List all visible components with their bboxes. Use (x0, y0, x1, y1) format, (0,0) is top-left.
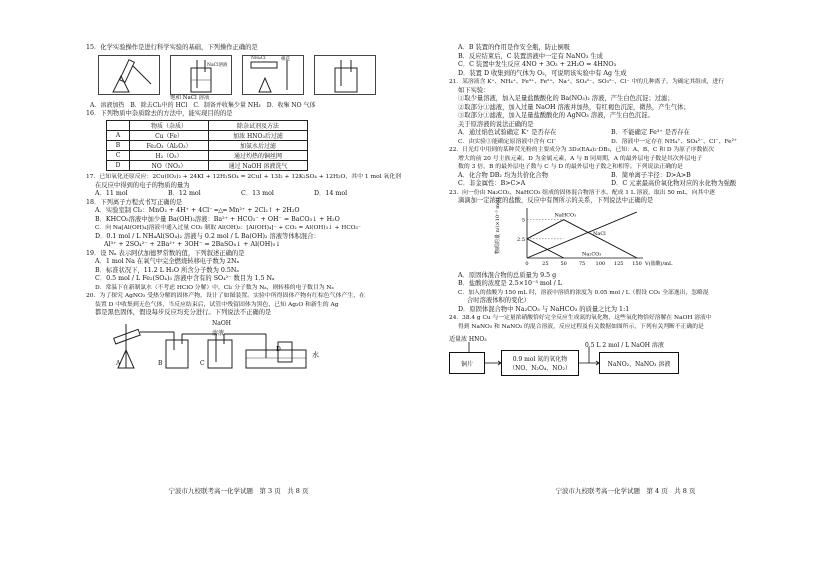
q18-option-d-eq: Al³⁺ + 2SO₄²⁻ + 2Ba²⁺ + 3OH⁻ = 2BaSO₄↓ + Al(OH)₃↓ (104, 241, 281, 248)
y-tick-label: 5 (521, 217, 525, 224)
q18-option-c: C．向 Na[Al(OH)₄]溶液中通入过量 CO₂ 制取 Al(OH)₃：[Al(OH)₄]⁻ + CO₂ = Al(OH)₃↓ + HCO₃⁻ (95, 225, 361, 231)
q20-option-b: B．反应结束后，C 装置溶液中一定有 NaNO₃ 生成 (458, 52, 603, 60)
q20-label-c: C (200, 359, 205, 367)
q23-option-b: B．盐酸的浓度是 2.5×10⁻³ mol / L (458, 280, 562, 287)
q23-option-c-cont: 合时溶液体积的变化） (467, 297, 530, 304)
x-tick-label: 75 (578, 260, 586, 267)
q15-stem: 15．化学实验操作是进行科学实验的基础，下列操作正确的是 (86, 44, 258, 51)
q20-option-d: D．装置 D 收集到的气体为 O₂，可说明该实验中有 Ag 生成 (458, 69, 627, 77)
option-d: D．14 mol (314, 190, 348, 197)
q24-stem: 24．38.4 g Cu 与一定量浓硝酸恰好完全反应生成氮的氧化物，这些氧化物恰好溶解在 NaOH 溶液中 (449, 315, 712, 321)
q21-options-row2 (449, 138, 764, 147)
table-cell: 通过灼热的铜丝网 (209, 151, 308, 161)
q21-question: 关于原溶液的说法正确的是 (458, 120, 534, 128)
gas-bottle-icon (315, 56, 375, 94)
table-header (107, 121, 130, 131)
option-a: A．化合物 DB₂ 均为共价化合物 (458, 171, 549, 179)
series-label: NaCl (593, 230, 606, 237)
q19-option-a: A．1 mol Na 在氧气中完全燃烧转移电子数为 2Nₐ (95, 258, 239, 265)
left-page (0, 0, 402, 561)
q20-label-naoh: NaOH (212, 319, 231, 327)
x-tick-label: 150 (632, 260, 642, 267)
q24-flowchart (449, 334, 764, 380)
option-c: C．由实验①能确定原溶液中含有 Cl⁻ (458, 138, 557, 145)
page-footer-right: 宁波市九校联考高一化学试题 第 4 页 共 8 页 (555, 487, 696, 495)
x-tick-label: 0 (525, 260, 529, 267)
q17-stem: 17．已知氧化还原反应：2Cu(IO₃)₂ + 24KI + 12H₂SO₄ = 2CuI + 13I₂ + 12K₂SO₄ + 12H₂O，其中 1 mol 氧化剂 (86, 174, 402, 180)
table-cell: 加氨水后过滤 (209, 141, 308, 151)
q15-caption-c: C．制备并收集少量 NH₃ (193, 101, 261, 109)
option-a: A．11 mol (95, 190, 128, 197)
table-cell: D (107, 161, 130, 171)
ammonia-prep-apparatus-icon (243, 56, 303, 94)
q23-option-a: A．原固体混合物的总质量为 9.5 g (458, 271, 557, 279)
option-a: A．通过焰色试验确定 K⁺ 是否存在 (458, 129, 557, 136)
q21-stem: 21．某溶液含 K⁺、NH₄⁺、Fe³⁺、Fe²⁺、Na⁺、SO₄²⁻、SO₃²⁻、Cl⁻ 中的几种离子，为确定其组成，进行 (449, 79, 725, 85)
q22-stem3: 数的 3 倍，B 的最外层电子数与 C 与 D 的最外层电子数之和相等。下列说法正确的是 (458, 164, 683, 170)
q22-stem: 22．日光灯中用到的某种荧光粉的主要成分为 3D₃(EA₄)₂·DB₂，已知：A、B、C 和 D 为原子序数依次 (449, 147, 714, 153)
q19-option-c: C．0.5 mol / L Fe₂(SO₄)₃ 溶液中含有的 SO₄²⁻ 数目为 1.5 Nₐ (95, 275, 275, 282)
q20-label-d: D (276, 345, 281, 353)
q17-options (86, 190, 387, 199)
series-line (527, 238, 564, 257)
table-header: 除杂试剂及方法 (209, 121, 308, 131)
q19-stem: 19．设 Nₐ 表示阿伏加德罗常数的值，下列叙述正确的是 (86, 249, 245, 257)
flow-box-oxides-line1: 0.9 mol 氮的氧化物 (512, 356, 568, 363)
table-row (107, 151, 308, 161)
q20-option-c: C．C 装置中发生反应 4NO + 3O₂ + 2H₂O = 4HNO₃ (458, 61, 617, 68)
x-tick-label: 100 (595, 260, 606, 267)
q22-stem2: 增大的前 20 号主族元素，D 为金属元素，A 与 B 同周期，A 的最外层电子数是其次外层电子 (458, 155, 703, 162)
q20-label-water: 水 (312, 350, 319, 359)
q15b-label: NaCl溶液 (207, 62, 228, 68)
q18-option-d: D．0.1 mol / L NH₄Al(SO₄)₂ 溶液与 0.2 mol / L Ba(OH)₂ 溶液等体积混合： (95, 232, 320, 240)
table-cell: 通过 NaOH 溶液洗气 (209, 161, 308, 171)
q21-step-2: ②取部分①滤液，加入过量 NaOH 溶液并加热，有红褐色沉淀，微热，产生气体； (458, 103, 690, 111)
q15-captions (90, 102, 387, 110)
flow-top-left: 适量浓 HNO₃ (449, 336, 487, 343)
q15-figure-d (314, 55, 376, 95)
q15-caption-b: B．除去Cl₂中的 HCl (130, 101, 188, 109)
q15-figure-c (242, 55, 304, 95)
q22-options-row2 (449, 180, 764, 189)
q20-label-b: B (158, 359, 163, 367)
q16-table (106, 120, 308, 171)
table-cell: Cu（Fe） (130, 131, 209, 141)
flow-arrows (449, 334, 689, 380)
table-row (107, 131, 308, 141)
flow-box-product: NaNO₂、NaNO₃ 溶液 (599, 352, 679, 374)
q20-stem3: 都是黑色固体，假设每步反应均充分进行。下列说法不正确的是 (95, 309, 272, 316)
table-cell: NO（NO₂） (130, 161, 209, 171)
table-cell: C (107, 151, 130, 161)
q20-stem2: 装置 D 中收集到无色气体，当反应结束后，试管中残留固体为黑色，已知 Ag₂O 和新生的 Ag (95, 301, 339, 308)
q22-options-row1 (449, 172, 764, 181)
q23-stem2: 滴滴加一定浓度的盐酸，反应中有图所示的关系，下列说法中正确的是 (458, 197, 654, 204)
q15c-label: NH₄Cl (251, 55, 266, 61)
q23-option-c: C．加入的盐酸为 150 mL 时，溶液中溶质的浓度为 0.05 mol / L（假设 CO₂ 全部逸出，忽略混 (458, 289, 709, 296)
option-d: D．溶液中一定存在 NH₄⁺、SO₄²⁻、Cl⁻、Fe²⁺ (611, 138, 738, 145)
option-b: B．12 mol (168, 190, 201, 197)
flow-box-copper: 铜片 (449, 352, 485, 374)
q17-stem2: 在反应中得到的电子的物质的量为 (95, 181, 190, 189)
q15-caption-d: D．收集 NO 气体 (266, 101, 316, 109)
q15-figures (98, 55, 387, 95)
option-b: B．简单离子半径：D>A>B (611, 171, 691, 179)
right-page (397, 0, 794, 561)
q21-stem2: 如下实验： (458, 86, 490, 94)
y-axis-label: 物质的量 n/(×10⁻³ mol) (495, 196, 501, 254)
tube-heating-icon (99, 56, 159, 94)
q18-stem: 18．下列离子方程式书写正确的是 (86, 198, 183, 206)
x-axis-label: V(盐酸)/mL (645, 260, 673, 267)
table-header-row (107, 121, 308, 131)
table-row (107, 161, 308, 171)
q15-caption-a: A．溶液加热 (90, 101, 125, 109)
q21-step-1: ①取少量溶液，加入足量盐酸酸化的 Ba(NO₃)₂ 溶液，产生白色沉淀；过滤； (458, 95, 674, 102)
x-tick-label: 25 (542, 260, 549, 267)
option-c: C．非金属性：B>C>A (458, 180, 526, 187)
q21-options-row1 (449, 129, 764, 138)
q19-option-b: B．标准状况下，11.2 L H₂O 所含分子数为 0.5Nₐ (95, 266, 239, 274)
option-b: B．不能确定 Fe³⁺ 是否存在 (611, 129, 690, 136)
q20-apparatus (86, 320, 387, 372)
series-label: NaHCO₃ (554, 212, 577, 219)
table-cell: 加浓 HNO₃后过滤 (209, 131, 308, 141)
table-row (107, 141, 308, 151)
q23-option-d: D．原固体混合物中 Na₂CO₃ 与 NaHCO₃ 的质量之比为 1:1 (458, 305, 630, 313)
table-header: 物质（杂质） (130, 121, 209, 131)
q20-stem: 20．为了探究 AgNO₃ 受热分解的固体产物，设计了如图装置。实验中所得固体产物有红棕色气体产生，在 (86, 293, 366, 299)
q20-label-sol: 溶液 (212, 329, 225, 337)
table-cell: A (107, 131, 130, 141)
x-tick-label: 50 (560, 260, 567, 267)
table-cell: B (107, 141, 130, 151)
flow-box-oxides-line2: （NO、N₂O₄、NO₂） (509, 365, 571, 372)
q18-option-a: A．实验室制 Cl₂：MnO₂ + 4H⁺ + 4Cl⁻ ═△═ Mn²⁺ + 2Cl₂↑ + 2H₂O (95, 207, 300, 214)
x-tick-label: 125 (613, 260, 624, 267)
q20-option-a: A．B 装置的作用是作安全瓶，防止倒吸 (458, 44, 570, 51)
apparatus-diagram (96, 320, 356, 372)
q19-option-d: D．常温下在新制氯水（不考虑 HClO 分解）中，Cl₂ 分子数为 Nₐ，则转移的电子数目为 Nₐ (95, 284, 334, 291)
option-c: C．13 mol (241, 190, 274, 197)
y-tick-label: 2.5 (517, 236, 525, 243)
q15-figure-b (170, 55, 232, 95)
q24-stem2: 得到 NaNO₃ 和 NaNO₂ 的混合溶液，反应过程及有关数据如图所示，下列有关判断不正确的是 (458, 323, 704, 330)
q15b-bottom-label: 饱和 NaCl 溶液 (170, 94, 210, 101)
q18-option-b: B．KHCO₃溶液中加少量 Ba(OH)₂溶液：Ba²⁺ + HCO₃⁻ + OH⁻ = BaCO₃↓ + H₂O (95, 215, 340, 223)
q16-stem: 16．下列物质中杂质除去的方法中，能实现目的的是 (86, 109, 233, 117)
page-footer-left: 宁波市九校联考高一化学试题 第 3 页 共 8 页 (168, 487, 309, 495)
q15-figure-a (98, 55, 160, 95)
q21-step-3: ③取部分①滤液，加入足量盐酸酸化的 AgNO₃ 溶液，产生白色沉淀。 (458, 112, 654, 119)
q23-stem: 23．向一份由 Na₂CO₃、NaHCO₃ 组成的固体混合物溶于水，配成 1 L 溶液，取出 50 mL，向其中逐 (449, 189, 715, 196)
q15c-label2: 棉花 (281, 56, 290, 62)
series-label: Na₂CO₃ (582, 251, 602, 258)
option-d: D．C 元素最高价氧化物对应的水化物为强酸 (611, 180, 737, 187)
flow-top-right: 0.5 L 2 mol / L NaOH 溶液 (585, 342, 664, 349)
table-cell: Fe₂O₃（Al₂O₃） (130, 141, 209, 151)
q20-label-a: A (116, 359, 121, 367)
table-cell: H₂（O₂） (130, 151, 209, 161)
